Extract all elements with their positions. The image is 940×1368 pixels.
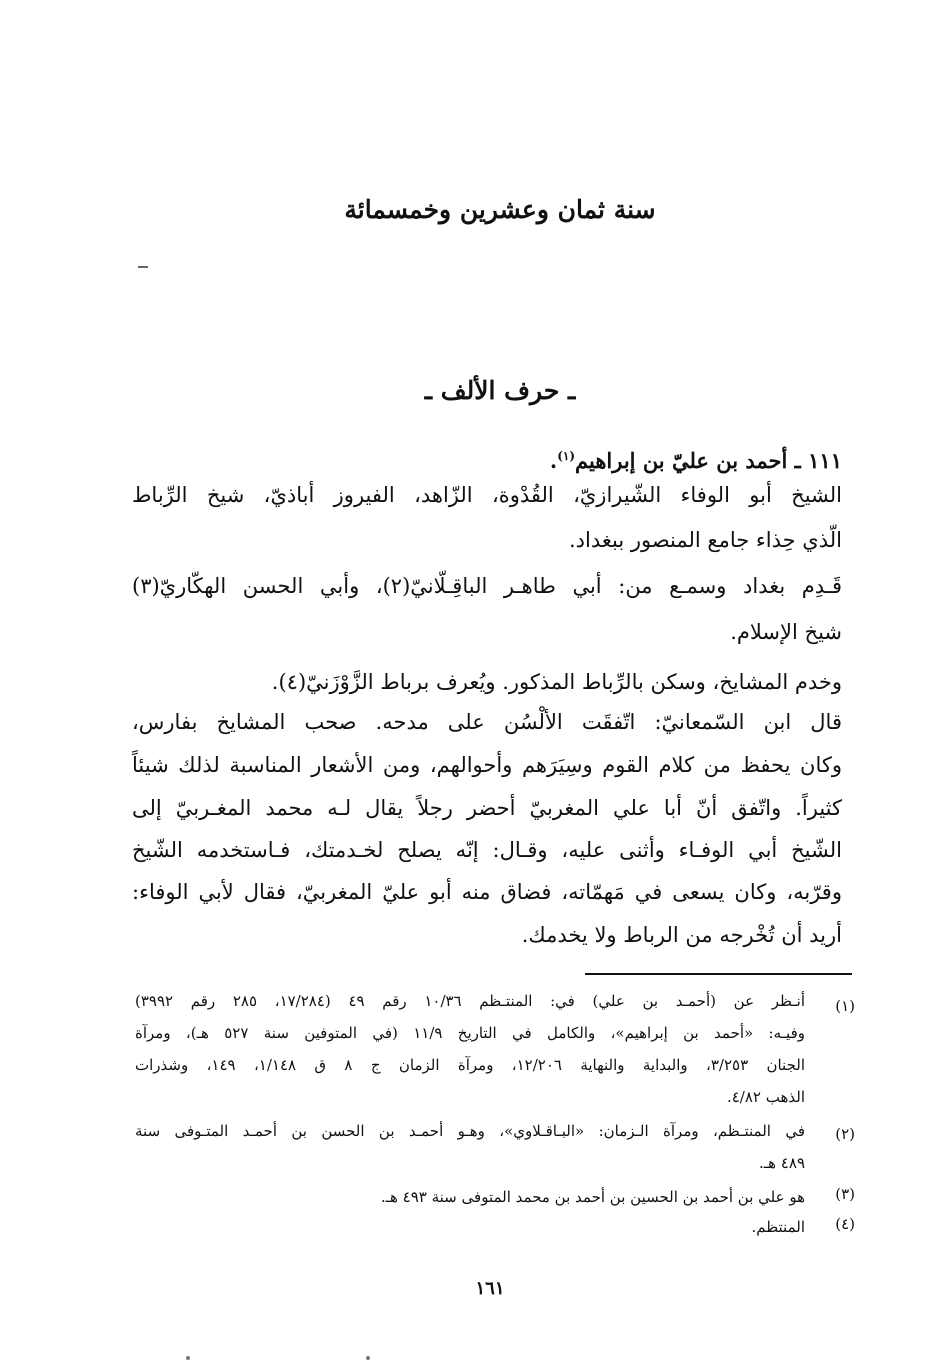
body-line: وكان يحفظ من كلام القوم وسِيَرَهم وأحوالهم، ومن الأشعار المناسبة لذلك شيئاً [132,753,842,777]
body-line: أريد أن تُخْرجه من الرباط ولا يخدمك. [521,923,842,947]
scan-dot [186,1356,190,1360]
footnote-number: (٣) [835,1185,855,1203]
body-line: الشّيخ أبي الوفـاء وأثنى عليه، وقـال: إنّه يصلح لخـدمتك، فـاستخدمه الشّيخ [132,838,842,862]
footnote-number: (٤) [835,1215,855,1233]
footnote-line: الذهب ٤/٨٢. [726,1088,805,1106]
scan-dot [366,1356,370,1360]
entry-heading-end: . [549,448,558,473]
body-line: كثيراً. واتّفق أنّ أبا علي المغربيّ أحضر رجلاً يقال لـه محمد المغـربيّ إلى [132,796,842,820]
body-line: قَـدِم بغداد وسمـع من: أبي طاهـر الباقِـلّانيّ(٢)، وأبي الحسن الهكّاريّ(٣) [132,574,842,598]
footnote-line: أنـظر عن (أحمـد بن علي) في: المنتـظم ١٠/٣٦ رقم ٤٩ (١٧/٢٨٤، ٢٨٥ رقم ٣٩٩٢) [135,992,806,1010]
footnote-ref: (١) [557,449,576,463]
body-line: وقرّبه، وكان يسعى في مَهمّاته، فضاق منه أبو عليّ المغربيّ، فقال لأبي الوفاء: [132,880,842,904]
footnote-separator [585,973,852,975]
chapter-title: سنة ثمان وعشرين وخمسمائة [344,195,656,224]
body-line: الشيخ أبو الوفاء الشّيرازيّ، القُدْوة، الزّاهد، الفيروز أباذيّ، شيخ الرِّباط [132,483,842,507]
footnote-line: الجنان ٣/٢٥٣، والبداية والنهاية ١٢/٢٠٦، ومرآة الزمان ج ٨ ق ١/١٤٨، ١٤٩، وشذرات [135,1056,806,1074]
body-line: قال ابن السّمعانيّ: اتّفقَت الألْسُن على مدحه. صحب المشايخ بفارس، [132,710,842,734]
footnote-line: ٤٨٩ هـ. [758,1154,805,1172]
footnote-number: (٢) [835,1125,855,1143]
footnote-line: المنتظم. [751,1218,805,1236]
section-heading: ـ حرف الألف ـ [424,376,576,405]
footnote-line: هو علي بن أحمد بن الحسين بن أحمد بن محمد المتوفى سنة ٤٩٣ هـ. [380,1188,805,1206]
footnote-line: في المنتـظم، ومرآة الـزمان: «البـاقـلاوي»، وهـو أحمـد بن الحسن بن أحمـد المتـوفى سنة [135,1122,805,1140]
footnote-line: وفيـه: «أحمد بن إبراهيم»، والكامل في التاريخ ١١/٩ (في المتوفين سنة ٥٢٧ هـ)، ومرآة [135,1024,805,1042]
body-line: وخدم المشايخ، وسكن بالرِّباط المذكور. ويُعرف برباط الزَّوْزَنيّ(٤). [271,670,842,694]
ink-mark [138,266,148,268]
body-line: شيخ الإسلام. [730,620,842,644]
footnote-number: (١) [835,997,855,1015]
page-number: ١٦١ [475,1278,505,1299]
entry-heading-text: ١١١ ـ أحمد بن عليّ بن إبراهيم [575,448,842,473]
body-line: الّذي حِذاء جامع المنصور ببغداد. [568,528,842,552]
